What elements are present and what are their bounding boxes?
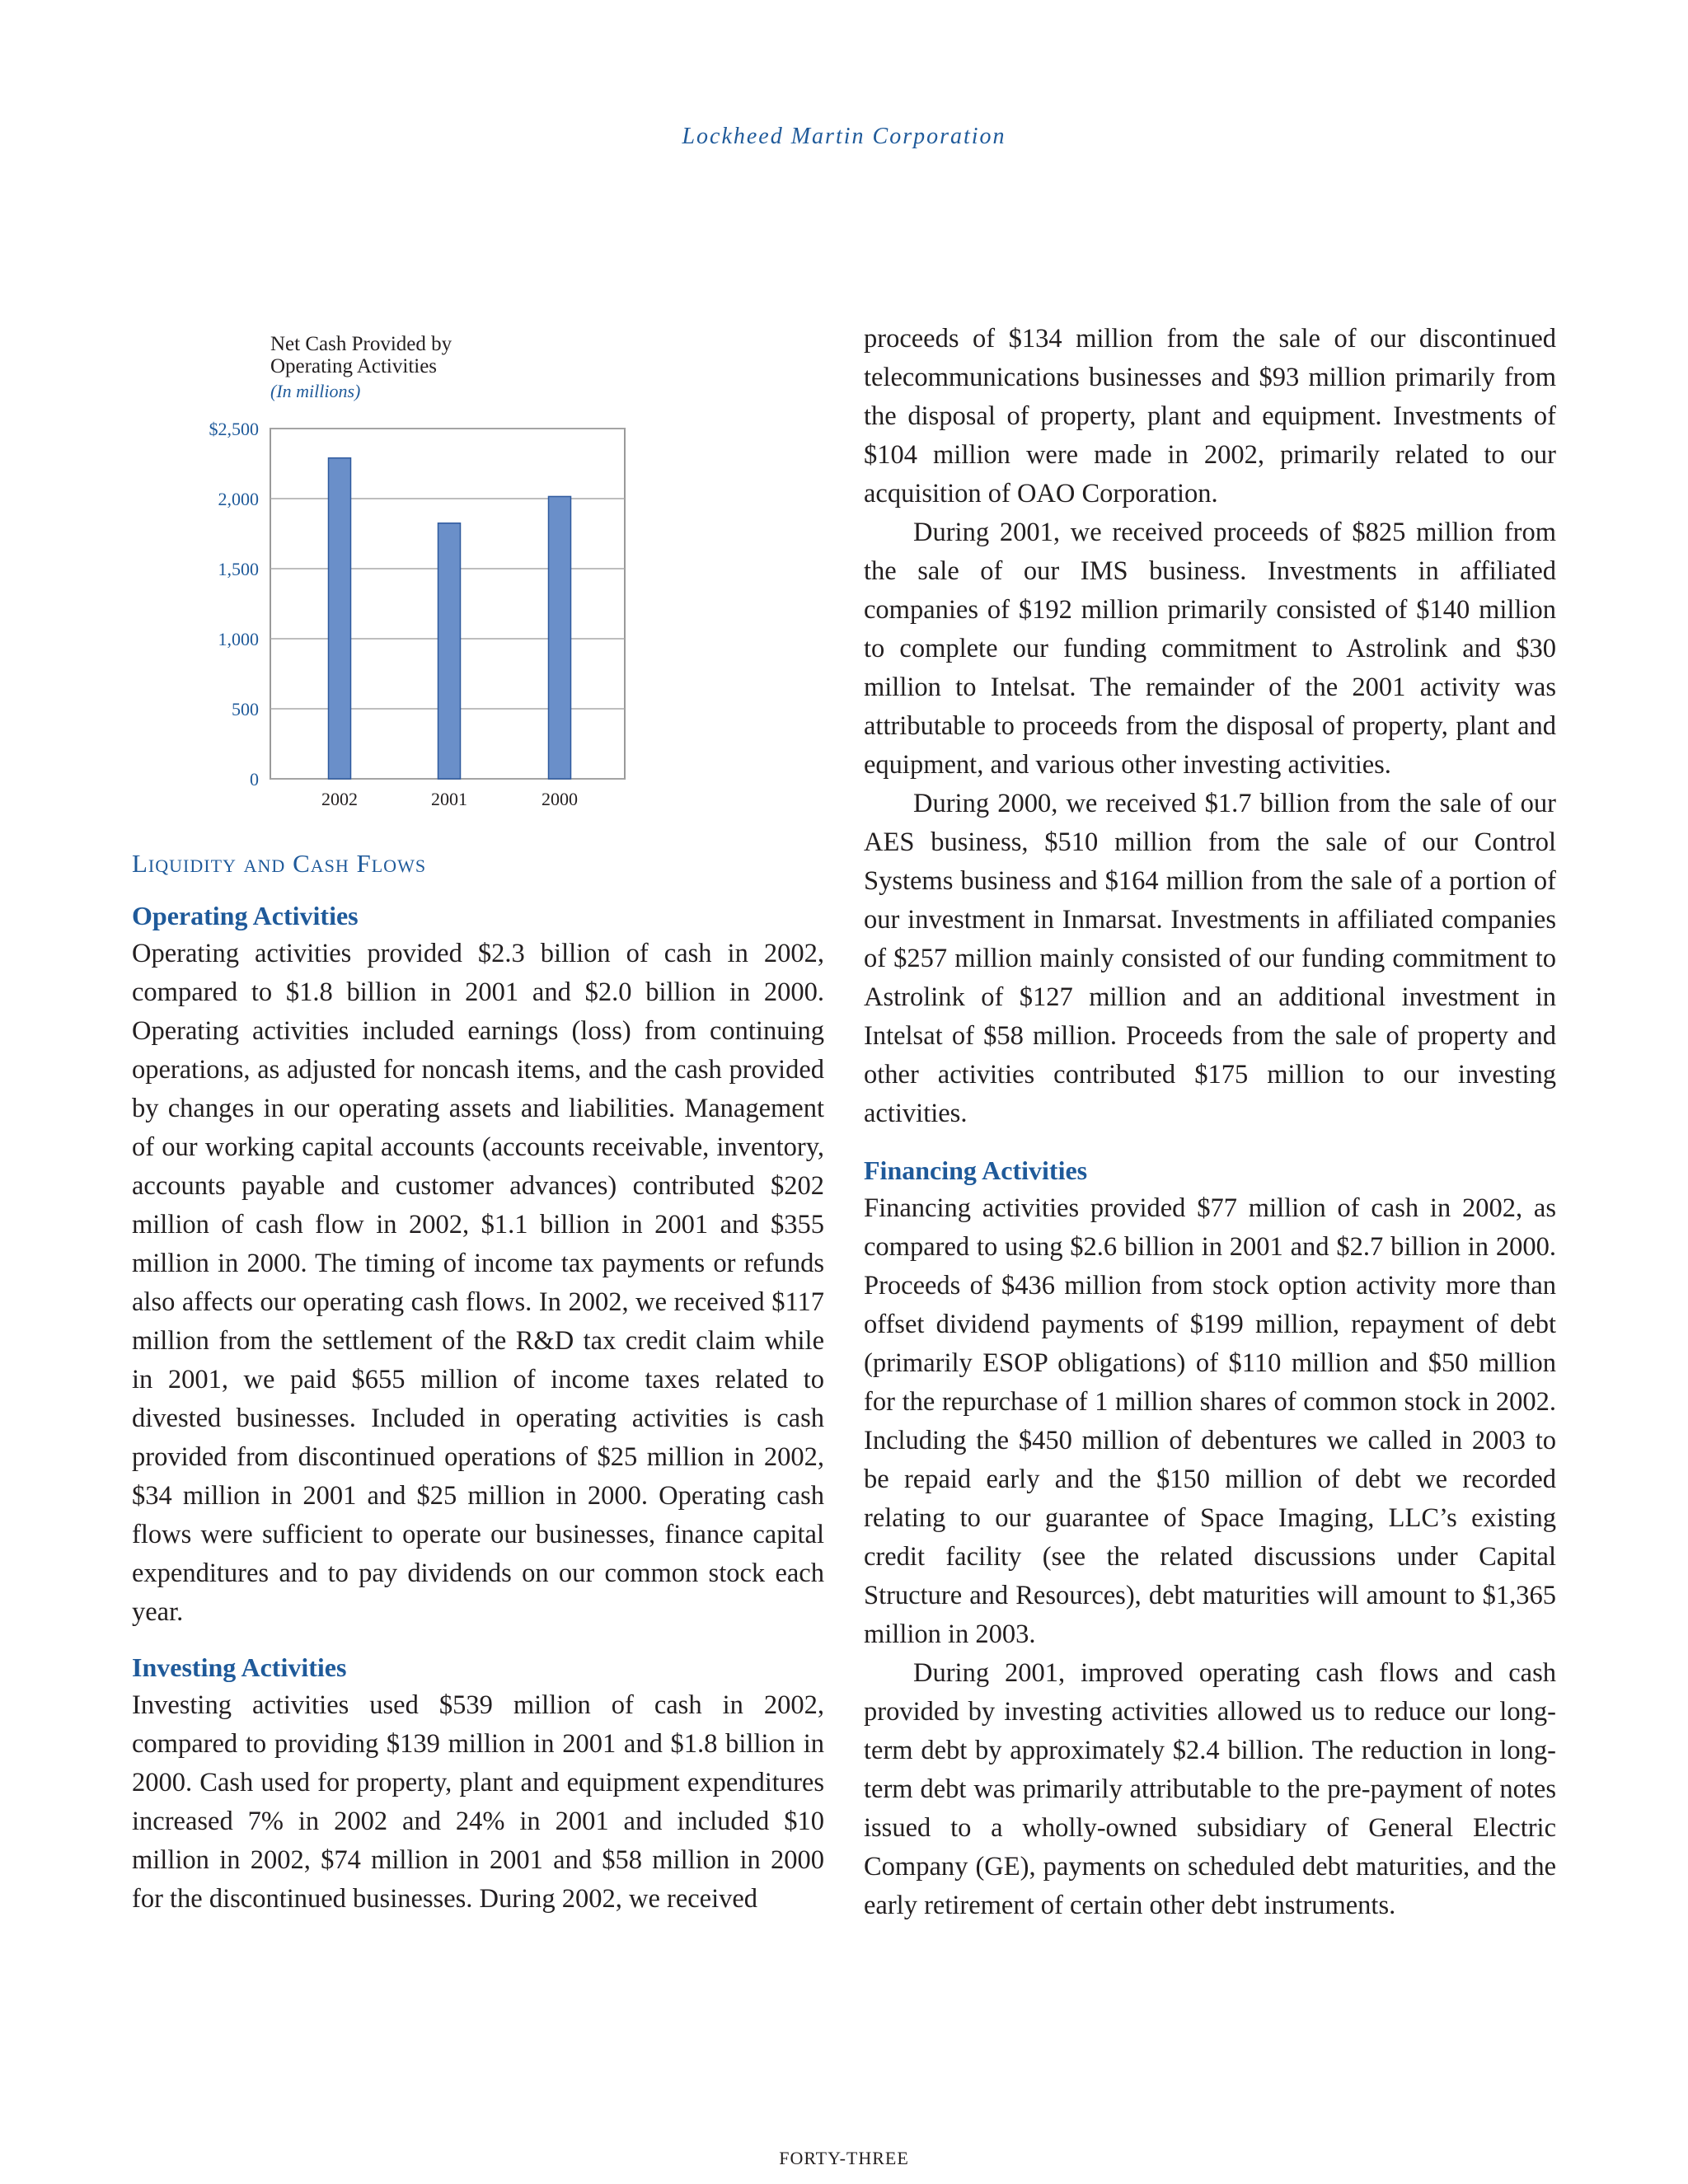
section-title-liquidity: Liquidity and Cash Flows [132, 849, 427, 878]
chart-subtitle: (In millions) [270, 381, 361, 401]
y-tick-label: 0 [250, 769, 259, 790]
y-tick-label: $2,500 [209, 419, 259, 439]
financing-2001-text: During 2001, improved operating cash flows and cash provided by investing activities allowed us to reduce our long-term debt by approximately $2.4 billion. The reduction in long-term debt was primarily attributable to the pre-payment of notes issued to a wholly-owned subsidiary of General Electric Company (GE), payments on scheduled debt maturities, and the early retirement of certain other debt instruments. [864, 1658, 1556, 1920]
heading-operating-activities: Operating Activities [132, 901, 359, 930]
right-column [864, 320, 1556, 1925]
chart-title-line-2: Operating Activities [270, 355, 438, 377]
bar [438, 523, 461, 779]
chart-title-line-1: Net Cash Provided by [270, 333, 452, 355]
heading-investing-activities: Investing Activities [132, 1652, 347, 1682]
operating-cash-chart [190, 330, 651, 824]
y-tick-label: 2,000 [218, 489, 259, 509]
x-tick-label: 2000 [542, 789, 578, 809]
x-tick-label: 2002 [321, 789, 358, 809]
x-tick-label: 2001 [431, 789, 467, 809]
investing-2000-text: During 2000, we received $1.7 billion from the sale of our AES business, $510 million from the sale of our Control Systems business and $164 million from the sale of a portion of our investment in Inmarsat. Investments in affiliated companies of $257 million mainly consisted of our funding commitment to Astrolink of $127 million and an additional investment in Intelsat of $58 million. Proceeds from the sale of property and other activities contributed $175 million to our investing activities. [864, 789, 1556, 1128]
investing-continued-text: proceeds of $134 million from the sale of our discontinued telecommunications businesses and $93 million primarily from the disposal of property, plant and equipment. Investments of $104 million were made in 2002, primarily related to our acquisition of OAO Corporation. [864, 324, 1556, 509]
y-tick-label: 1,500 [218, 559, 259, 579]
chart-plot [190, 330, 651, 824]
running-header: Lockheed Martin Corporation [682, 124, 1006, 149]
left-column [132, 849, 824, 1919]
investing-2001-text: During 2001, we received proceeds of $825 million from the sale of our IMS business. Investments in affiliated companies of $192 million primarily consisted of $140 million to complete our funding commitment to Astrolink and $30 million to Intelsat. The remainder of the 2001 activity was attributable to proceeds from the disposal of property, plant and equipment, and various other investing activities. [864, 518, 1556, 780]
bar [549, 496, 571, 779]
financing-activities-text: Financing activities provided $77 million of cash in 2002, as compared to using $2.6 billion in 2001 and $2.7 billion in 2000. Proceeds of $436 million from stock option activity more than offset dividend payments of $199 million, repayment of debt (primarily ESOP obligations) of $110 million and $50 million for the repurchase of 1 million shares of common stock in 2002. Including the $450 million of debentures we called in 2003 to be repaid early and the $150 million of debt we recorded relating to our guarantee of Space Imaging, LLC’s existing credit facility (see the related discussions under Capital Structure and Resources), debt maturities will amount to $1,365 million in 2003. [864, 1193, 1556, 1649]
page-number: FORTY-THREE [779, 2148, 909, 2168]
y-tick-label: 1,000 [218, 629, 259, 649]
y-tick-label: 500 [232, 699, 259, 719]
heading-financing-activities: Financing Activities [864, 1155, 1088, 1185]
investing-activities-text: Investing activities used $539 million of cash in 2002, compared to providing $139 million in 2001 and $1.8 billion in 2000. Cash used for property, plant and equipment expenditures increased 7% in 2002 and 24% in 2001 and included $10 million in 2002, $74 million in 2001 and $58 million in 2000 for the discontinued businesses. During 2002, we received [132, 1690, 824, 1914]
operating-activities-text: Operating activities provided $2.3 billion of cash in 2002, compared to $1.8 billion in 2001 and $2.0 billion in 2000. Operating activities included earnings (loss) from continuing operations, as adjusted for noncash items, and the cash provided by changes in our operating assets and liabilities. Management of our working capital accounts (accounts receivable, inventory, accounts payable and customer advances) contributed $202 million of cash flow in 2002, $1.1 billion in 2001 and $355 million in 2000. The timing of income tax payments or refunds also affects our operating cash flows. In 2002, we received $117 million from the settlement of the R&D tax credit claim while in 2001, we paid $655 million of income taxes related to divested businesses. Included in operating activities is cash provided from discontinued operations of $25 million in 2002, $34 million in 2001 and $25 million in 2000. Operating cash flows were sufficient to operate our businesses, finance capital expenditures and to pay dividends on our common stock each year. [132, 939, 824, 1627]
bar [329, 458, 351, 779]
